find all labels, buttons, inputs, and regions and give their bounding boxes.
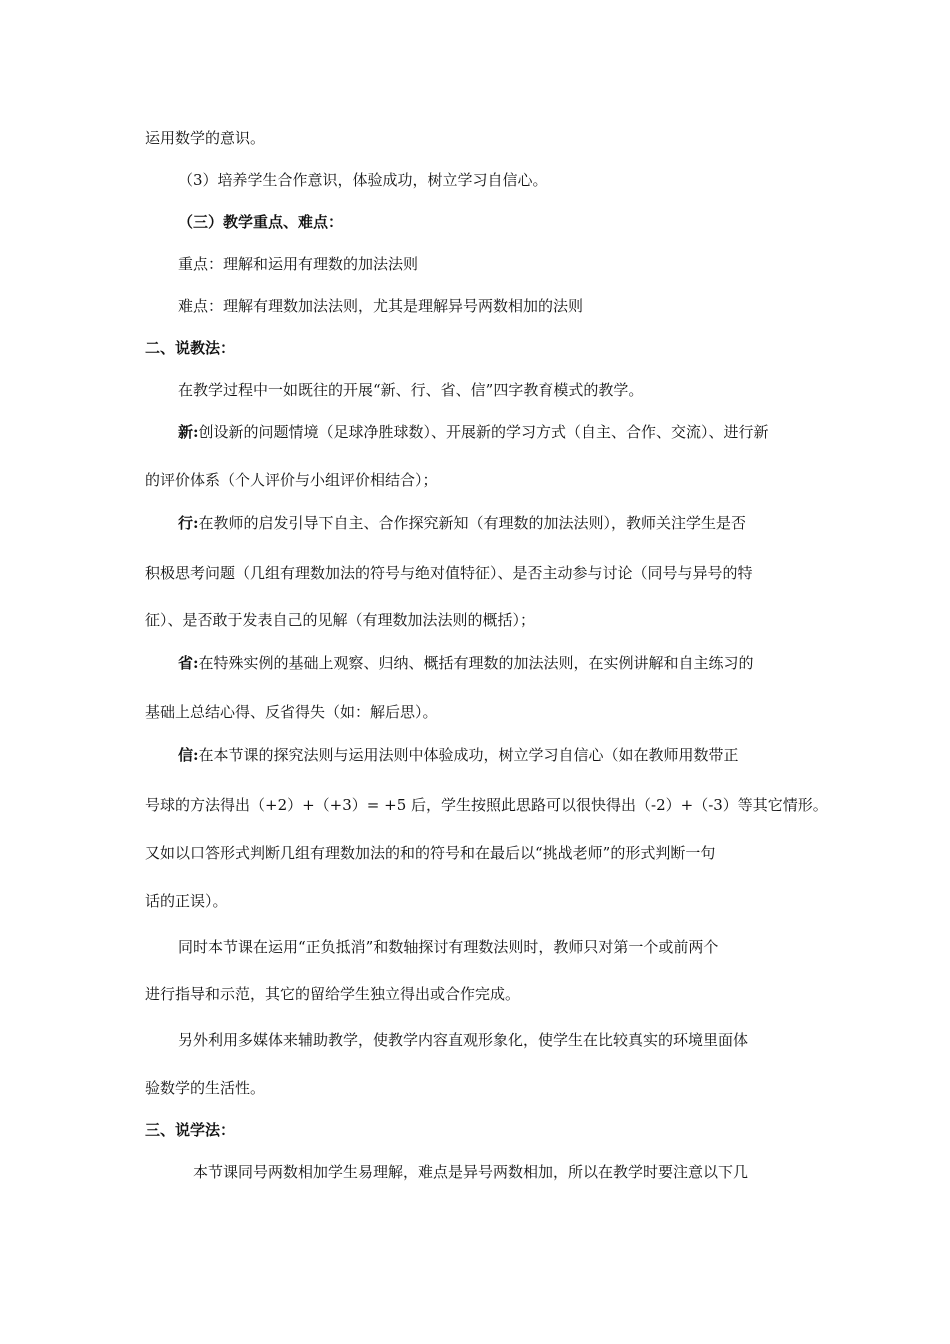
paragraph-line: 行:在教师的启发引导下自主、合作探究新知（有理数的加法法则），教师关注学生是否 <box>178 514 747 532</box>
paragraph-line: 同时本节课在运用“正负抵消”和数轴探讨有理数法则时，教师只对第一个或前两个 <box>178 938 719 956</box>
paragraph-line: 基础上总结心得、反省得失（如：解后思）。 <box>145 703 438 721</box>
difficult-point: 难点：理解有理数加法法则，尤其是理解异号两数相加的法则 <box>178 297 584 315</box>
paragraph-line: 新:创设新的问题情境（足球净胜球数）、开展新的学习方式（自主、合作、交流）、进行新 <box>178 423 769 441</box>
term-sheng-reflect: 省: <box>178 654 199 672</box>
objective-3: （3）培养学生合作意识，体验成功，树立学习自信心。 <box>178 171 548 189</box>
paragraph-line: 省:在特殊实例的基础上观察、归纳、概括有理数的加法法则，在实例讲解和自主练习的 <box>178 654 754 672</box>
paragraph-line: 信:在本节课的探究法则与运用法则中体验成功，树立学习自信心（如在教师用数带正 <box>178 746 739 764</box>
key-point: 重点：理解和运用有理数的加法法则 <box>178 255 419 273</box>
paragraph-line: 征）、是否敢于发表自己的见解（有理数加法法则的概括）； <box>145 611 536 629</box>
paragraph-line: 的评价体系（个人评价与小组评价相结合）； <box>145 471 438 489</box>
paragraph-line: 运用数学的意识。 <box>145 129 266 147</box>
term-xing-act: 行: <box>178 514 199 532</box>
paragraph-line: 本节课同号两数相加学生易理解，难点是异号两数相加，所以在教学时要注意以下几 <box>193 1163 749 1181</box>
section-heading-key-points: （三）教学重点、难点： <box>178 213 344 231</box>
paragraph-line: 积极思考问题（几组有理数加法的符号与绝对值特征）、是否主动参与讨论（同号与异号的特 <box>145 564 753 582</box>
paragraph-line: 号球的方法得出（+2）+（+3）= +5 后，学生按照此思路可以很快得出（-2）+（-3）等其它情形。 <box>145 796 828 814</box>
term-xin-confidence: 信: <box>178 746 199 764</box>
section-heading-teaching-method: 二、说教法： <box>145 339 236 357</box>
paragraph-line: 在教学过程中一如既往的开展“新、行、省、信”四字教育模式的教学。 <box>178 381 644 399</box>
paragraph-line: 进行指导和示范，其它的留给学生独立得出或合作完成。 <box>145 985 521 1003</box>
paragraph-line: 又如以口答形式判断几组有理数加法的和的符号和在最后以“挑战老师”的形式判断一句 <box>145 844 716 862</box>
paragraph-line: 话的正误）。 <box>145 892 228 910</box>
paragraph-line: 验数学的生活性。 <box>145 1079 266 1097</box>
paragraph-line: 另外利用多媒体来辅助教学，使教学内容直观形象化，使学生在比较真实的环境里面体 <box>178 1031 749 1049</box>
term-xin-new: 新: <box>178 423 199 441</box>
section-heading-learning-method: 三、说学法： <box>145 1121 236 1139</box>
